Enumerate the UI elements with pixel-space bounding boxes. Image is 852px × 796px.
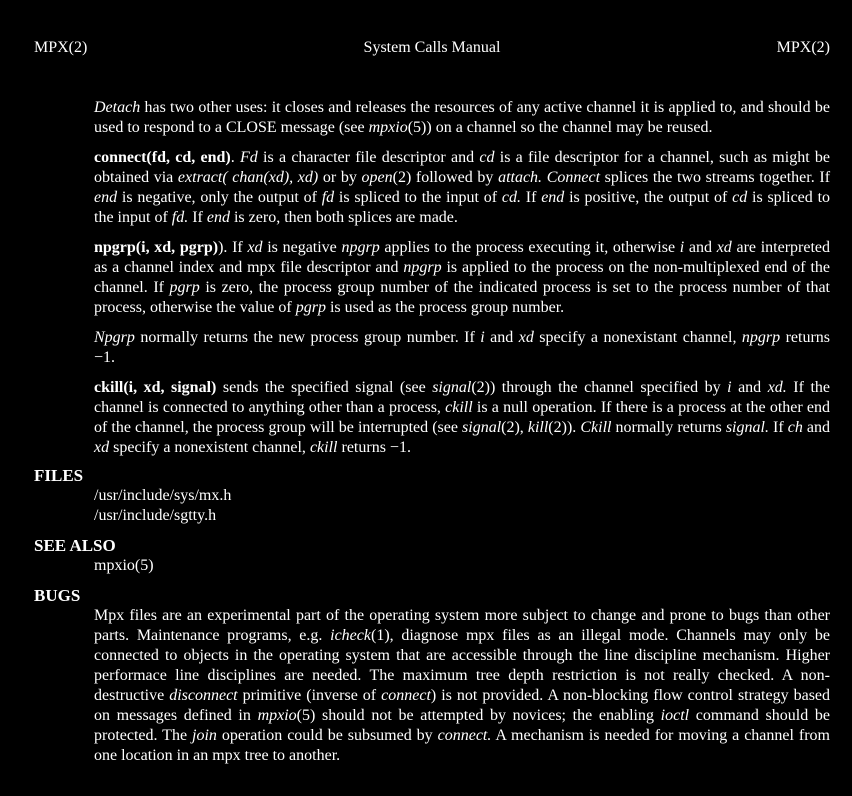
term: signal <box>462 419 502 436</box>
text: If <box>188 209 207 226</box>
text: is zero, the process group number of the indicated process is set to the process number of that process, otherwise the value of <box>94 279 831 316</box>
term: Npgrp <box>94 329 135 346</box>
term: attach. <box>498 169 543 186</box>
text: ). If <box>218 239 248 256</box>
text: (2)) through the channel specified by <box>471 379 728 396</box>
term: mpxio <box>257 707 297 724</box>
text: is applied to the process on the non-multiplexed end of the channel. If <box>94 259 831 296</box>
term: fd <box>321 189 335 206</box>
term: ckill <box>445 399 473 416</box>
text: specify a nonexistent channel, <box>109 439 310 456</box>
text: normally returns the new process group number. If <box>134 329 481 346</box>
text: If <box>520 189 542 206</box>
ckill-paragraph <box>94 378 830 458</box>
page-content <box>34 98 830 766</box>
see-also-item: mpxio(5) <box>94 557 154 574</box>
term: cd <box>732 189 748 206</box>
text: returns −1. <box>337 439 411 456</box>
text: (5) should not be attempted by novices; the enabling <box>296 707 661 724</box>
term: xd <box>247 239 263 256</box>
text: is zero, then both splices are made. <box>229 209 458 226</box>
text: (1), diagnose mpx files as an illegal mode. Channels may only be connected to objects in the operating system that are accessible through the line discipline mechanism. Higher performace line disciplines are needed. The maximum tree depth restriction is not really checked. A non-destructive <box>94 627 830 704</box>
text: has two other uses: it closes and releases the resources of any active channel it is applied to, and should be used to respond to a CLOSE message (see <box>94 99 830 136</box>
file-path: /usr/include/sys/mx.h <box>94 487 232 504</box>
term: xd <box>518 329 534 346</box>
term: npgrp <box>341 239 380 256</box>
npgrp-paragraph <box>94 238 830 318</box>
term: cd. <box>501 189 521 206</box>
text: are interpreted as a channel index and mpx file descriptor and <box>94 239 831 276</box>
term: i <box>727 379 732 396</box>
text: normally returns <box>611 419 726 436</box>
term: icheck <box>330 627 371 644</box>
text: (5)) on a channel so the channel may be reused. <box>407 119 713 136</box>
term: cd <box>479 149 495 166</box>
term: i <box>679 239 685 256</box>
term: ioctl <box>660 707 690 724</box>
text: sends the specified signal (see <box>216 379 433 396</box>
header-left: MPX(2) <box>34 39 88 56</box>
term: Fd <box>240 149 258 166</box>
text: is negative <box>262 239 342 256</box>
term: xd <box>716 239 732 256</box>
header-right: MPX(2) <box>776 39 830 56</box>
see-also-list <box>94 556 830 576</box>
text: is spliced to the input of <box>94 189 831 226</box>
term: mpxio <box>368 119 408 136</box>
term: connect <box>381 687 431 704</box>
function-signature: connect(fd, cd, end) <box>94 149 231 166</box>
term: open <box>361 169 393 186</box>
header-center: System Calls Manual <box>363 39 501 56</box>
term: ckill <box>309 439 338 456</box>
text: ) is not provided. A non-blocking flow control strategy based on messages defined in <box>94 687 831 724</box>
bugs-heading: BUGS <box>34 586 81 605</box>
npgrp-return-paragraph <box>94 328 830 368</box>
term: end <box>206 209 230 226</box>
term: disconnect <box>169 687 238 704</box>
text: or by <box>318 169 362 186</box>
function-signature: npgrp(i, xd, pgrp) <box>94 239 219 256</box>
files-list <box>94 486 830 526</box>
text: If <box>768 419 788 436</box>
text: (2), <box>501 419 528 436</box>
term: xd. <box>767 379 787 396</box>
files-heading: FILES <box>34 466 84 485</box>
text: (2)). <box>548 419 581 436</box>
term: fd. <box>171 209 189 226</box>
term: i <box>480 329 485 346</box>
text: primitive (inverse of <box>237 687 382 704</box>
text: is a character file descriptor and <box>257 149 480 166</box>
term: Connect <box>546 169 601 186</box>
text: and <box>484 329 519 346</box>
bugs-paragraph <box>94 606 830 766</box>
text: splices the two streams together. If <box>600 169 831 186</box>
text: is positive, the output of <box>564 189 733 206</box>
term: end <box>541 189 565 206</box>
text: and <box>802 419 831 436</box>
see-also-heading: SEE ALSO <box>34 536 116 555</box>
text: Mpx files are an experimental part of the operating system more subject to change and prone to bugs than other parts. Maintenance programs, e.g. <box>94 607 830 644</box>
text: specify a nonexistant channel, <box>533 329 742 346</box>
text: . <box>230 149 240 166</box>
term: end <box>94 189 118 206</box>
connect-paragraph <box>94 148 830 228</box>
file-path: /usr/include/sgtty.h <box>94 507 217 524</box>
term: xd <box>94 439 110 456</box>
text: is a null operation. If there is a process at the other end of the channel, the process group will be interrupted (see <box>94 399 831 436</box>
text: is used as the process group number. <box>325 299 565 316</box>
text: A mechanism is needed for moving a channel from one location in an mpx tree to another. <box>94 727 830 764</box>
term: pgrp <box>169 279 200 296</box>
text: and <box>684 239 717 256</box>
term: signal. <box>725 419 769 436</box>
text: is negative, only the output of <box>117 189 322 206</box>
function-signature: ckill(i, xd, signal) <box>94 379 217 396</box>
term: pgrp <box>295 299 326 316</box>
term: extract( chan(xd), xd) <box>177 169 319 186</box>
term: connect. <box>437 727 492 744</box>
text: returns −1. <box>94 329 830 366</box>
term: join <box>192 727 217 744</box>
term: Detach <box>94 99 141 116</box>
text: (2) followed by <box>392 169 499 186</box>
term: npgrp <box>403 259 442 276</box>
text: is a file descriptor for a channel, such as might be obtained via <box>94 149 831 186</box>
term: signal <box>432 379 472 396</box>
term: ch <box>787 419 803 436</box>
page-header <box>34 38 830 58</box>
text: operation could be subsumed by <box>216 727 438 744</box>
text: If the channel is connected to anything other than a process, <box>94 379 830 416</box>
text: command should be protected. The <box>94 707 831 744</box>
detach-paragraph <box>94 98 830 138</box>
text: and <box>731 379 768 396</box>
term: npgrp <box>741 329 781 346</box>
term: Ckill <box>580 419 612 436</box>
text: applies to the process executing it, otherwise <box>379 239 680 256</box>
text: is spliced to the input of <box>334 189 502 206</box>
term: kill <box>527 419 549 436</box>
